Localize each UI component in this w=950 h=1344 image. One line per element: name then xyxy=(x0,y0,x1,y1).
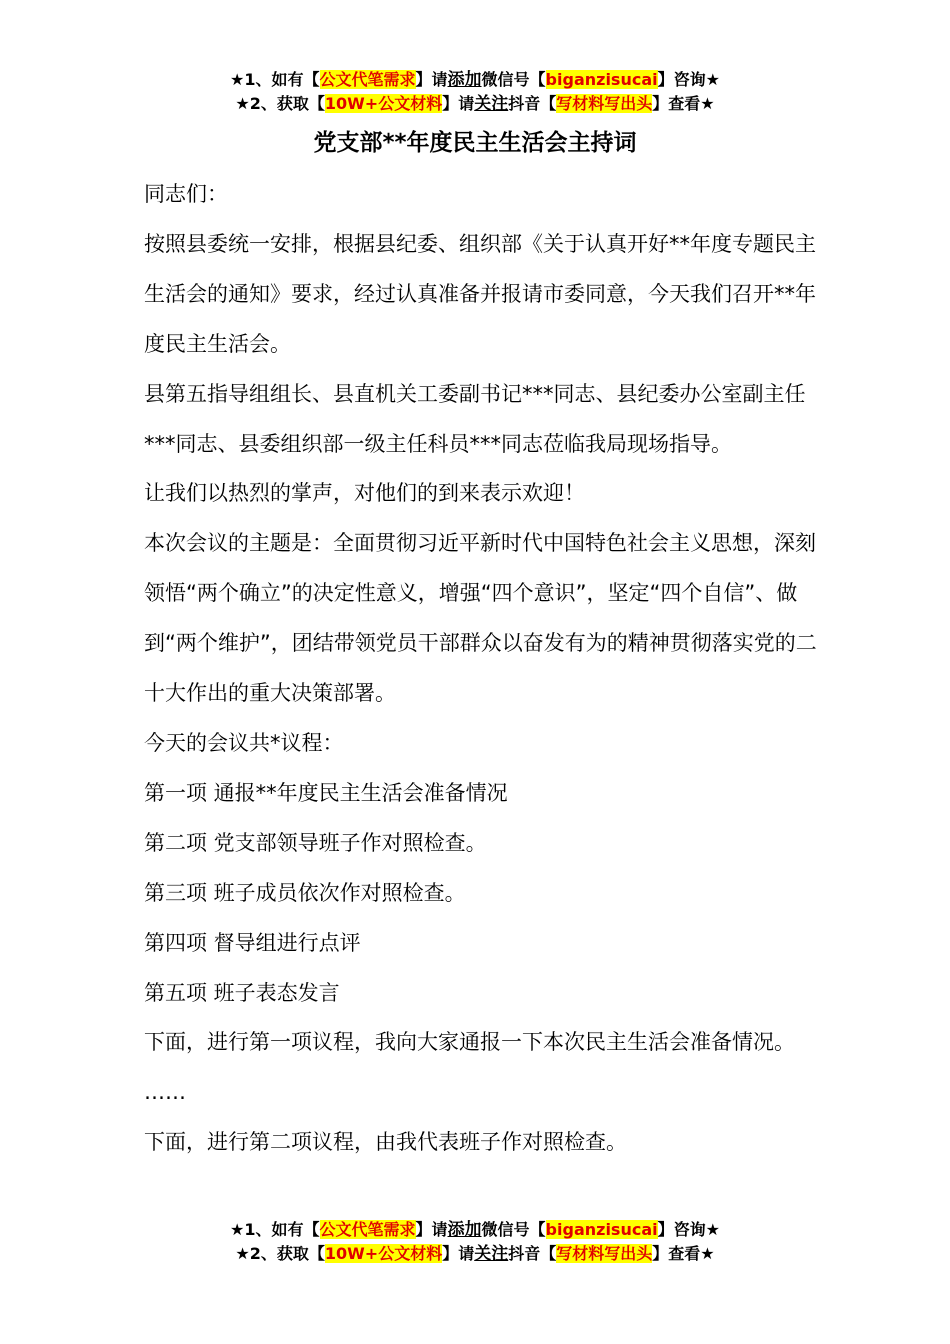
banner-line-1 xyxy=(0,68,950,92)
wechat-id: biganzisucai xyxy=(545,1220,658,1239)
banner-text: ★2、获取【 xyxy=(235,1244,325,1263)
banner-line-1 xyxy=(0,1218,950,1242)
douyin-account: 写材料写出头 xyxy=(556,1244,653,1263)
banner-text: 】请 xyxy=(442,94,475,113)
agenda-item-4: 第四项 督导组进行点评 xyxy=(144,930,361,955)
document-body xyxy=(144,170,834,1168)
emphasis-add: 添加 xyxy=(447,1220,482,1240)
agenda-intro: 今天的会议共*议程： xyxy=(144,730,344,755)
agenda-item-1: 第一项 通报**年度民主生活会准备情况 xyxy=(144,780,508,805)
top-banner xyxy=(0,68,950,116)
document-title: 党支部**年度民主生活会主持词 xyxy=(313,130,637,156)
banner-text: 】请 xyxy=(415,70,448,89)
banner-text: 】咨询★ xyxy=(657,70,720,89)
paragraph-intro: 按照县委统一安排，根据县纪委、组织部《关于认真开好**年度专题民主生活会的通知》要求，经过认真准备并报请市委同意，今天我们召开**年度民主生活会。 xyxy=(144,231,816,356)
banner-text: ★2、获取【 xyxy=(235,94,325,113)
paragraph-item-2-start: 下面，进行第二项议程，由我代表班子作对照检查。 xyxy=(144,1130,627,1155)
agenda-item-3: 第三项 班子成员依次作对照检查。 xyxy=(144,880,466,905)
highlight-service: 公文代笔需求 xyxy=(319,70,416,89)
banner-text: 抖音【 xyxy=(508,1244,557,1263)
banner-text: 微信号【 xyxy=(481,1220,546,1239)
paragraph-welcome: 让我们以热烈的掌声，对他们的到来表示欢迎！ xyxy=(144,481,585,506)
paragraph-item-1-start: 下面，进行第一项议程，我向大家通报一下本次民主生活会准备情况。 xyxy=(144,1030,795,1055)
banner-text: 】查看★ xyxy=(652,94,715,113)
banner-text: 微信号【 xyxy=(481,70,546,89)
bottom-banner xyxy=(0,1218,950,1266)
paragraph-guests: 县第五指导组组长、县直机关工委副书记***同志、县纪委办公室副主任***同志、县委组织部一级主任科员***同志莅临我局现场指导。 xyxy=(144,381,806,456)
banner-line-2 xyxy=(0,1242,950,1266)
ellipsis: …… xyxy=(144,1080,186,1105)
emphasis-follow: 关注 xyxy=(474,94,509,114)
highlight-materials: 10W+公文材料 xyxy=(324,1244,443,1263)
emphasis-add: 添加 xyxy=(447,70,482,90)
agenda-item-2: 第二项 党支部领导班子作对照检查。 xyxy=(144,830,487,855)
douyin-account: 写材料写出头 xyxy=(556,94,653,113)
banner-text: ★1、如有【 xyxy=(230,70,320,89)
paragraph-theme: 本次会议的主题是：全面贯彻习近平新时代中国特色社会主义思想，深刻领悟“两个确立”的决定性意义，增强“四个意识”，坚定“四个自信”、做到“两个维护”，团结带领党员干部群众以奋发有为的精神贯彻落实党的二十大作出的重大决策部署。 xyxy=(144,531,817,706)
banner-text: 抖音【 xyxy=(508,94,557,113)
banner-text: ★1、如有【 xyxy=(230,1220,320,1239)
highlight-service: 公文代笔需求 xyxy=(319,1220,416,1239)
banner-text: 】咨询★ xyxy=(657,1220,720,1239)
agenda-item-5: 第五项 班子表态发言 xyxy=(144,980,340,1005)
salutation: 同志们： xyxy=(144,182,228,206)
banner-text: 】请 xyxy=(442,1244,475,1263)
banner-line-2 xyxy=(0,92,950,116)
banner-text: 】查看★ xyxy=(652,1244,715,1263)
wechat-id: biganzisucai xyxy=(545,70,658,89)
emphasis-follow: 关注 xyxy=(474,1244,509,1264)
highlight-materials: 10W+公文材料 xyxy=(324,94,443,113)
banner-text: 】请 xyxy=(415,1220,448,1239)
